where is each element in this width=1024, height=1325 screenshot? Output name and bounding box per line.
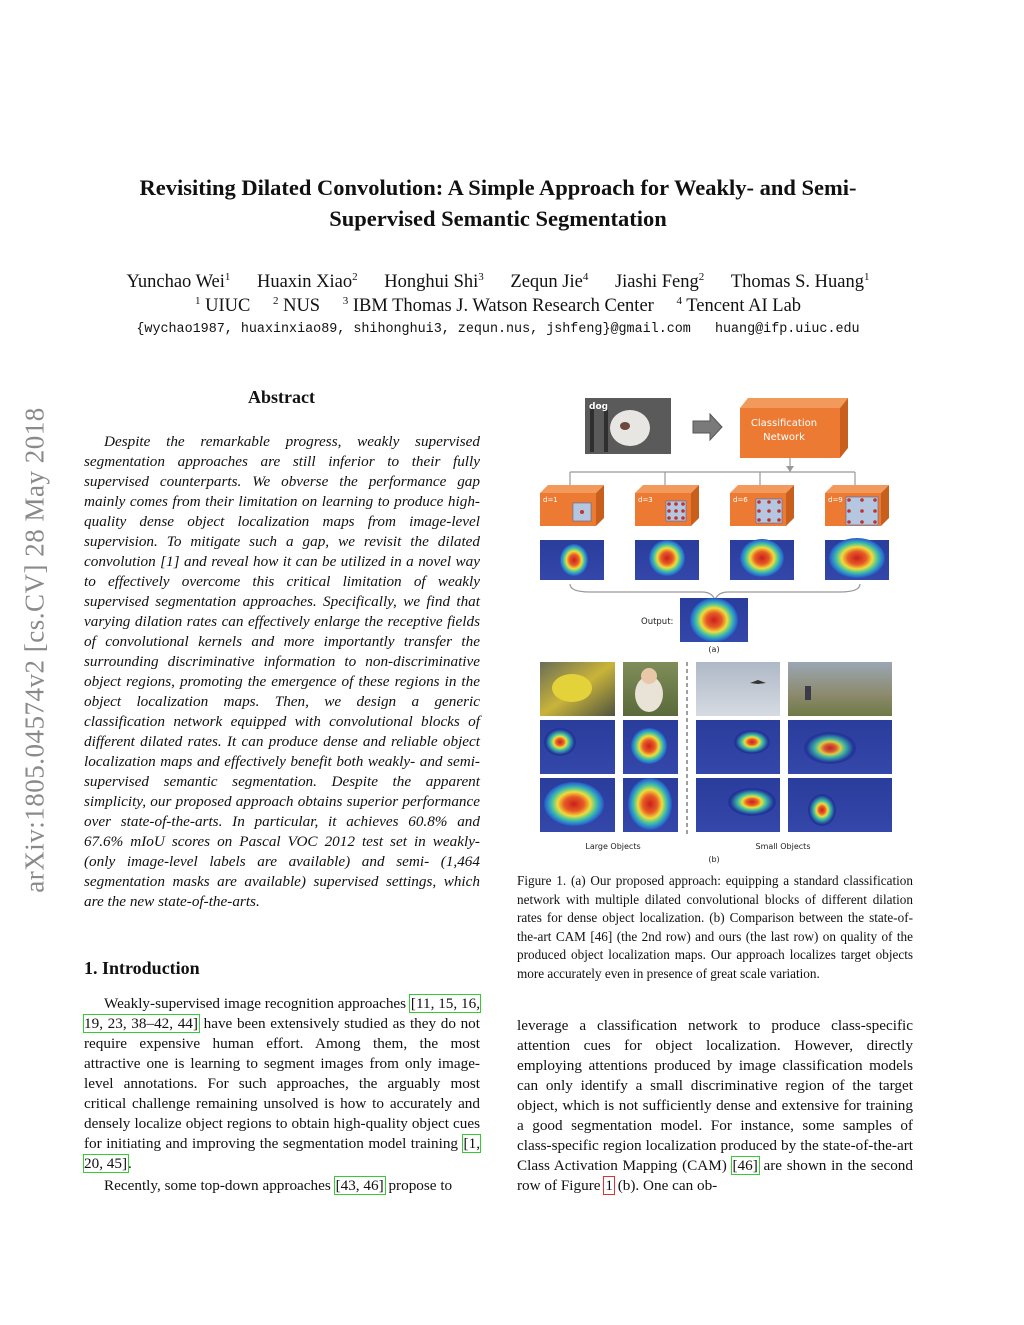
body-text: (b). One can ob- xyxy=(617,1177,718,1194)
heatmap-blob xyxy=(649,540,685,576)
figure-svg xyxy=(530,390,910,870)
intro-body xyxy=(84,994,480,1198)
paper-title xyxy=(80,172,916,234)
citation-link[interactable]: [43, 46] xyxy=(335,1177,384,1194)
network-label-2: Network xyxy=(763,432,805,443)
intro-text: propose to xyxy=(388,1177,453,1194)
citation-link[interactable]: [46] xyxy=(732,1157,758,1174)
intro-paragraph-1: Weakly-supervised image recognition approaches [11, 15, 16, 19, 23, 38–42, 44] have been extensively studied as they do not require expensive human effort. Among them, the most attractive one is learning to segment images from only image-level annotations. For such approaches, the arguably most critical challenge remaining unsolved is how to accurately and densely localize object regions to obtain high-quality object cues for initiating and improving the segmentation model training [1, 20, 45]. xyxy=(84,995,480,1172)
right-column-body xyxy=(517,1016,913,1196)
citation-link[interactable]: [11, 15, 16, 19, 23, 38–42, 44] xyxy=(84,995,480,1032)
author-name: Honghui Shi xyxy=(384,272,479,292)
author xyxy=(127,272,231,292)
affiliation xyxy=(195,296,250,316)
heatmap-blob xyxy=(728,788,776,816)
heatmap-blob xyxy=(734,730,770,754)
connector-arrow xyxy=(786,466,794,472)
title-line-1: Revisiting Dilated Convolution: A Simple Approach for Weakly- and Semi- xyxy=(139,175,857,200)
title-line-2: Supervised Semantic Segmentation xyxy=(329,206,667,231)
affiliation xyxy=(676,296,801,316)
email-line xyxy=(70,322,926,337)
large-objects-label: Large Objects xyxy=(585,842,641,851)
heatmap-blob xyxy=(808,794,836,826)
small-objects-label: Small Objects xyxy=(755,842,811,851)
author xyxy=(731,272,870,292)
dilation-label: d=9 xyxy=(828,496,843,504)
dilation-label: d=6 xyxy=(733,496,748,504)
author-sup: 2 xyxy=(698,270,705,283)
affiliation-sup: 4 xyxy=(676,294,682,307)
figure-ref-link[interactable]: 1 xyxy=(605,1177,613,1194)
email-huang[interactable]: huang@ifp.uiuc.edu xyxy=(714,322,860,337)
dilation-block-1 xyxy=(540,485,604,526)
affiliation-name: UIUC xyxy=(205,296,251,316)
affiliation-name: NUS xyxy=(283,296,321,316)
author xyxy=(615,272,704,292)
bird-shape xyxy=(552,674,592,702)
intro-text: Recently, some top-down approaches xyxy=(104,1177,331,1194)
person-shape xyxy=(805,686,811,700)
heatmap-blob xyxy=(544,782,604,826)
figure-caption: Figure 1. (a) Our proposed approach: equipping a standard classification network with multiple dilated convolutional blocks of different dilation rates for dense object localization. (b) Comparison between the state-of-the-art CAM [46] (the 2nd row) and ours (the last row) on quality of the produced object localization maps. Our approach localizes target objects more accurately even in presence of great scale variation. xyxy=(517,873,913,981)
dog-shape xyxy=(610,410,650,446)
author-sup: 3 xyxy=(478,270,484,283)
arxiv-id: arXiv:1805.04574v2 [cs.CV] 28 May 2018 xyxy=(19,407,50,893)
output-label: Output: xyxy=(641,617,674,627)
photo-seagull xyxy=(696,662,780,716)
author-name: Zequn Jie xyxy=(510,272,583,292)
author-name: Jiashi Feng xyxy=(614,272,699,292)
arrow-icon xyxy=(693,414,722,440)
figure-1 xyxy=(530,390,910,870)
dilation-block-6 xyxy=(730,485,794,526)
heatmap-blob xyxy=(560,544,588,576)
panel-a-label: (a) xyxy=(708,645,720,654)
affiliation-sup: 1 xyxy=(194,294,201,307)
network-box-side xyxy=(840,398,848,458)
baby-head xyxy=(641,668,657,684)
intro-text: have been extensively studied as they do not require expensive human effort. Among them, the most attractive one is learning to segment images from only image-level annotations. For such approaches, the arguably most critical challenge remaining unsolved is how to accurately and densely localize object regions to obtain high-quality object cues for initiating and improving the segmentation model training xyxy=(84,1015,480,1152)
affiliation-list xyxy=(70,294,926,318)
ours-landscape xyxy=(788,778,892,832)
dilation-label: d=3 xyxy=(638,496,653,504)
intro-paragraph-2 xyxy=(84,1176,480,1196)
affiliation xyxy=(343,296,654,316)
affiliation-sup: 2 xyxy=(272,294,279,307)
author-sup: 2 xyxy=(352,270,358,283)
heatmap-blob xyxy=(628,778,672,830)
intro-text: Weakly-supervised image recognition approaches xyxy=(104,995,407,1012)
dilation-block-3 xyxy=(635,485,699,526)
author-list xyxy=(70,270,926,294)
affiliation-sup: 3 xyxy=(342,294,349,307)
dog-patch xyxy=(620,422,630,430)
author-name: Yunchao Wei xyxy=(126,272,225,292)
author-sup: 1 xyxy=(863,270,870,283)
affiliation-name: Tencent AI Lab xyxy=(686,296,802,316)
author-sup: 1 xyxy=(224,270,231,283)
body-text: are shown in the second row of Figure xyxy=(517,1157,913,1194)
author-sup: 4 xyxy=(582,270,589,283)
abstract-body xyxy=(84,432,480,912)
citation-link[interactable]: [1, 20, 45] xyxy=(84,1135,480,1172)
merge-brace xyxy=(570,584,860,600)
affiliation-name: IBM Thomas J. Watson Research Center xyxy=(352,296,654,316)
heatmap-blob xyxy=(631,728,667,764)
network-box-top xyxy=(740,398,848,408)
network-label-1: Classification xyxy=(750,418,818,429)
affiliation xyxy=(273,296,320,316)
body-text: leverage a classification network to produce class-specific attention cues for object localization. However, directly employing attentions produced by image classification models can only identify a small discriminative region of the target object, which is not sufficiently dense and extensive for training a good segmentation model. For instance, some samples of class-specific region localization produced by the state-of-the-art Class Activation Mapping (CAM) xyxy=(517,1017,913,1174)
abstract-text: Despite the remarkable progress, weakly supervised segmentation approaches are still inferior to their fully supervised counterparts. We obverse the performance gap mainly comes from their limitation on learning to produce high-quality dense object localization maps from image-level supervision. To mitigate such a gap, we revisit the dilated convolution [1] and reveal how it can be utilized in a novel way to effectively overcome this critical limitation of weakly supervised segmentation approaches. Specifically, we find that varying dilation rates can effectively enlarge the receptive fields of convolutional kernels and more importantly transfer the surrounding discriminative information to non-discriminative object regions, promoting the emergence of these regions in the object localization maps. Then, we design a generic classification network equipped with convolutional blocks of different dilated rates. It can produce dense and reliable object localization maps and effectively benefit both weakly- and semi- supervised semantic segmentation. Despite the apparent simplicity, our proposed approach obtains superior performance over state-of-the-arts. In particular, it achieves 60.8% and 67.6% mIoU scores on Pascal VOC 2012 test set in weakly- (only image-level labels are available) and semi- (1,464 segmentation masks are available) supervised settings, which are the new state-of-the-arts. xyxy=(84,433,480,910)
section-heading: 1. Introduction xyxy=(84,958,200,978)
author-name: Huaxin Xiao xyxy=(257,272,353,292)
dilation-block-9 xyxy=(825,485,889,526)
input-label: dog xyxy=(589,402,609,412)
heatmap-blob xyxy=(740,539,784,577)
heatmap-blob xyxy=(804,732,856,764)
heatmap-blob xyxy=(829,538,885,578)
author-name: Thomas S. Huang xyxy=(730,272,864,292)
heatmap-blob xyxy=(690,598,738,642)
photo-landscape xyxy=(788,662,892,716)
heatmap-blob xyxy=(544,728,576,756)
author xyxy=(510,272,588,292)
arxiv-stamp xyxy=(10,350,60,950)
email-group[interactable]: {wychao1987, huaxinxiao89, shihonghui3, zequn.nus, jshfeng}@gmail.com xyxy=(136,322,691,337)
dilation-label: d=1 xyxy=(543,496,558,504)
author xyxy=(257,272,358,292)
author xyxy=(384,272,484,292)
panel-b-label: (b) xyxy=(708,855,720,864)
abstract-heading: Abstract xyxy=(248,387,315,407)
right-paragraph xyxy=(517,1016,913,1196)
